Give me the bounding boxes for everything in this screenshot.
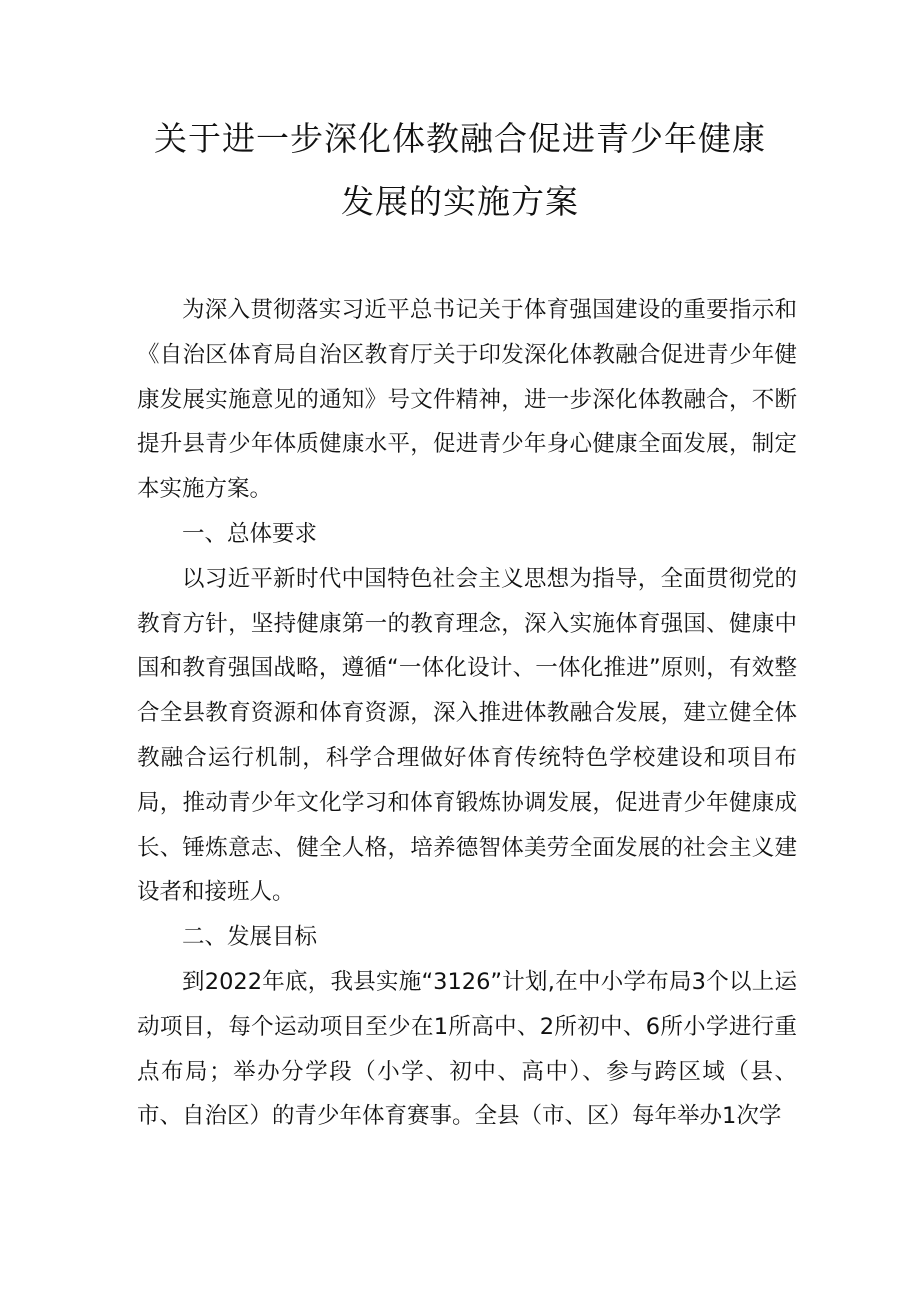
document-title-line-1: 关于进一步深化体教融合促进青少年健康 [154, 119, 766, 158]
intro-paragraph: 为深入贯彻落实习近平总书记关于体育强国建设的重要指示和《自治区体育局自治区教育厅关于印发深化体教融合促进青少年健康发展实施意见的通知》号文件精神，进一步深化体教融合，不断提升县青少年体质健康水平，促进青少年身心健康全面发展，制定本实施方案。 [137, 297, 797, 503]
section-heading-general-requirements: 一、总体要求 [182, 520, 318, 547]
section-heading-development-goals: 二、发展目标 [182, 924, 318, 951]
document-title-line-2: 发展的实施方案 [341, 182, 579, 221]
document-body [137, 288, 797, 1139]
development-goals-paragraph: 到2022年底，我县实施“3126”计划,在中小学布局3个以上运动项目，每个运动项目至少在1所高中、2所初中、6所小学进行重点布局；举办分学段（小学、初中、高中）、参与跨区域（县、市、自治区）的青少年体育赛事。全县（市、区）每年举办1次学 [137, 968, 797, 1130]
general-requirements-paragraph: 以习近平新时代中国特色社会主义思想为指导，全面贯彻党的教育方针，坚持健康第一的教育理念，深入实施体育强国、健康中国和教育强国战略，遵循“一体化设计、一体化推进”原则，有效整合全县教育资源和体育资源，深入推进体教融合发展，建立健全体教融合运行机制，科学合理做好体育传统特色学校建设和项目布局，推动青少年文化学习和体育锻炼协调发展，促进青少年健康成长、锤炼意志、健全人格，培养德智体美劳全面发展的社会主义建设者和接班人。 [137, 565, 797, 906]
